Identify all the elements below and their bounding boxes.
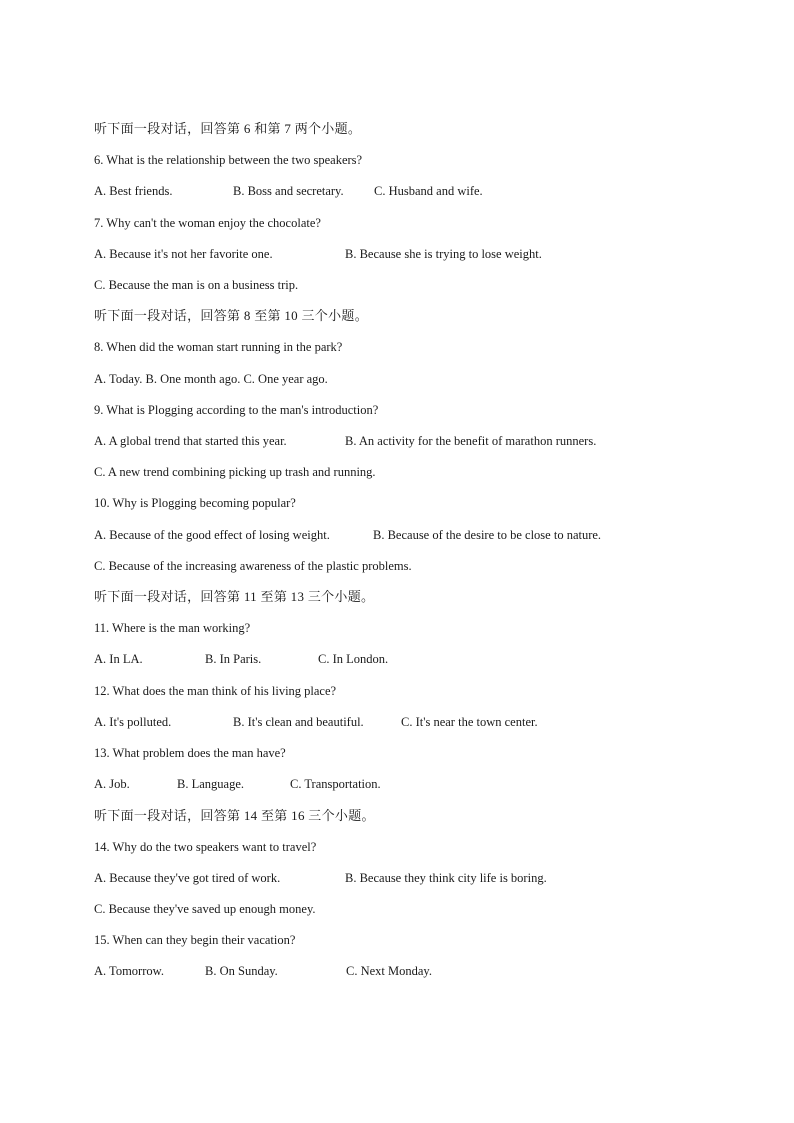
- question-8-options: A. Today. B. One month ago. C. One year ago.: [94, 372, 328, 386]
- question-10: 10. Why is Plogging becoming popular?: [94, 496, 296, 510]
- option-15c: C. Next Monday.: [346, 964, 432, 978]
- option-11b: B. In Paris.: [205, 652, 262, 666]
- option-13c: C. Transportation.: [290, 777, 381, 791]
- option-14a: A. Because they've got tired of work.: [94, 871, 281, 885]
- option-7a: A. Because it's not her favorite one.: [94, 247, 273, 261]
- question-6: 6. What is the relationship between the two speakers?: [94, 153, 363, 167]
- option-11c: C. In London.: [318, 652, 389, 666]
- question-14: 14. Why do the two speakers want to travel?: [94, 840, 317, 854]
- question-9: 9. What is Plogging according to the man's introduction?: [94, 403, 379, 417]
- option-15a: A. Tomorrow.: [94, 964, 164, 978]
- option-7b: B. Because she is trying to lose weight.: [345, 247, 542, 261]
- option-11a: A. In LA.: [94, 652, 143, 666]
- option-10c: C. Because of the increasing awareness of the plastic problems.: [94, 559, 412, 573]
- question-7: 7. Why can't the woman enjoy the chocolate?: [94, 216, 321, 230]
- option-10a: A. Because of the good effect of losing weight.: [94, 528, 330, 542]
- question-15: 15. When can they begin their vacation?: [94, 933, 296, 947]
- option-9a: A. A global trend that started this year.: [94, 434, 287, 448]
- option-12a: A. It's polluted.: [94, 715, 172, 729]
- option-14c: C. Because they've saved up enough money.: [94, 902, 316, 916]
- option-9c: C. A new trend combining picking up trash and running.: [94, 465, 376, 479]
- option-6b: B. Boss and secretary.: [233, 184, 344, 198]
- section-header-6-7: 听下面一段对话，回答第 6 和第 7 两个小题。: [94, 121, 362, 136]
- section-header-11-13: 听下面一段对话，回答第 11 至第 13 三个小题。: [94, 589, 375, 604]
- option-9b: B. An activity for the benefit of marathon runners.: [345, 434, 597, 448]
- option-6a: A. Best friends.: [94, 184, 173, 198]
- section-header-14-16: 听下面一段对话，回答第 14 至第 16 三个小题。: [94, 808, 375, 823]
- question-13: 13. What problem does the man have?: [94, 746, 286, 760]
- question-11: 11. Where is the man working?: [94, 621, 251, 635]
- option-12c: C. It's near the town center.: [401, 715, 538, 729]
- question-8: 8. When did the woman start running in the park?: [94, 340, 343, 354]
- option-7c: C. Because the man is on a business trip.: [94, 278, 299, 292]
- question-12: 12. What does the man think of his living place?: [94, 684, 337, 698]
- option-13a: A. Job.: [94, 777, 130, 791]
- option-12b: B. It's clean and beautiful.: [233, 715, 364, 729]
- option-6c: C. Husband and wife.: [374, 184, 483, 198]
- option-14b: B. Because they think city life is boring.: [345, 871, 547, 885]
- option-15b: B. On Sunday.: [205, 964, 278, 978]
- section-header-8-10: 听下面一段对话，回答第 8 至第 10 三个小题。: [94, 308, 368, 323]
- option-13b: B. Language.: [177, 777, 244, 791]
- option-10b: B. Because of the desire to be close to nature.: [373, 528, 602, 542]
